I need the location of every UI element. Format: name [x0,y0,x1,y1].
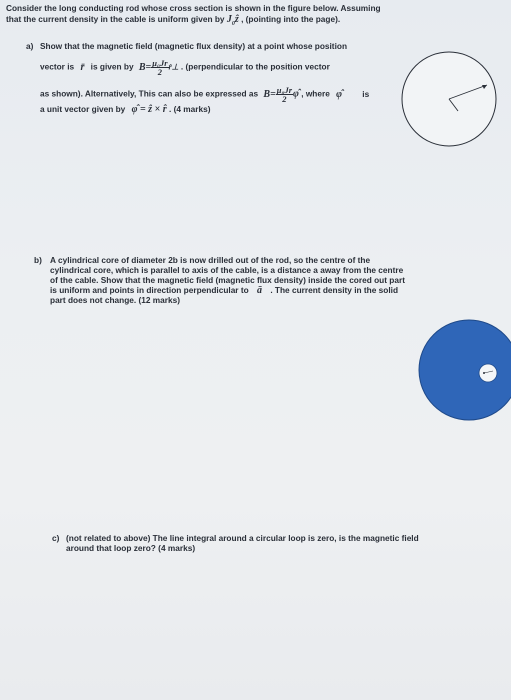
part-a-label: a) [26,41,34,51]
part-c-line-1: (not related to above) The line integral around a circular loop is zero, is the magnetic field [66,533,419,543]
intro-line-1: Consider the long conducting rod whose cross section is shown in the figure below. Assuming [6,3,381,13]
figure-a-cross-section [400,49,500,149]
part-c-line-2: around that loop zero? (4 marks) [66,543,196,553]
part-a-line-1: Show that the magnetic field (magnetic flux density) at a point whose position [40,41,348,51]
fraction-mu0-jr-over-2: $\frac{\text{μ₀Jr}}{2}$ [152,58,168,77]
part-b-label: b) [34,255,42,265]
part-b-line-1: A cylindrical core of diameter 2b is now drilled out of the rod, so the centre of the [50,255,371,265]
part-b-line-2: cylindrical core, which is parallel to axis of the cable, is a distance a away from the centre [50,265,404,275]
part-a-line-4: a unit vector given by φ̂ = ẑ × r̂ . (4 marks) [40,104,211,115]
figure-b-cored-rod [417,318,509,422]
part-b-line-4: is uniform and points in direction perpendicular to ā . The current density in the solid [50,285,399,296]
part-b-line-5: part does not change. (12 marks) [50,295,181,305]
part-c-label: c) [52,533,60,543]
current-density-symbol: $J_0ẑ$ [226,14,239,27]
intro-line-2: that the current density in the cable is uniform given by $J_0ẑ$ , (pointing into the page). [6,14,341,27]
part-b-line-3: of the cable. Show that the magnetic field (magnetic flux density) inside the cored out part [50,275,405,285]
part-a-line-2: vector is r̄ is given by B= $\frac{\text{μ₀Jr}}{2}$ r̂⊥ . (perpendicular to the position vector [40,58,330,77]
part-a-line-3: as shown). Alternatively, This can also be expressed as B= $\frac{\text{μ₀Jr}}{2}$ φ̂ , where φ̂ is [40,85,370,104]
